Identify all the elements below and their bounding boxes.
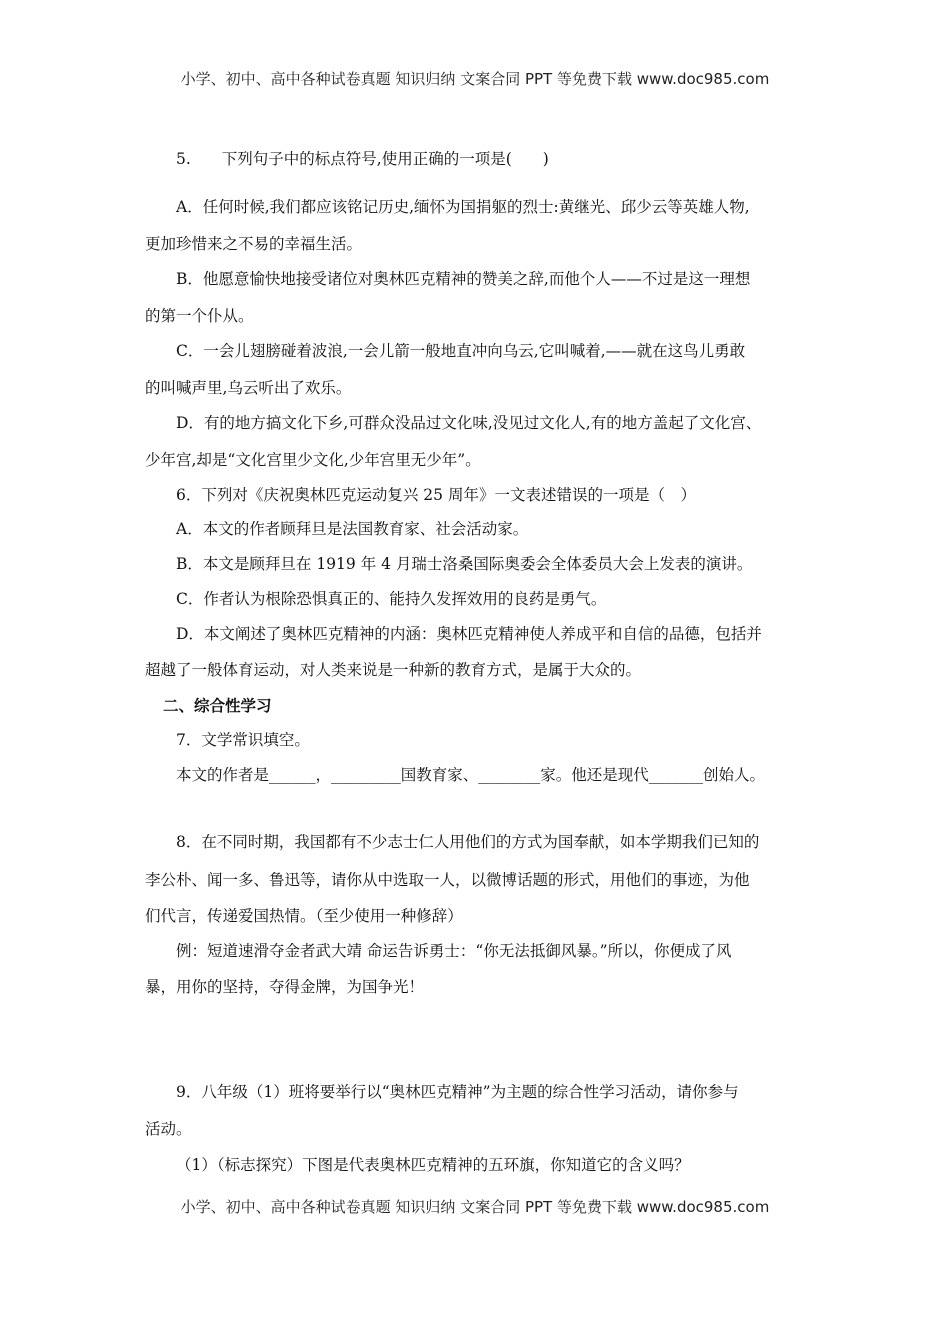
q9-line1: 9．八年级（1）班将要举行以“奥林匹克精神”为主题的综合性学习活动，请你参与 — [176, 1083, 739, 1101]
page-footer: 小学、初中、高中各种试卷真题 知识归纳 文案合同 PPT 等免费下载 www.doc985.com — [180, 1198, 770, 1216]
q8-line3: 们代言，传递爱国热情。（至少使用一种修辞） — [145, 907, 463, 925]
q6-option-b: B．本文是顾拜旦在 1919 年 4 月瑞士洛桑国际奥委会全体委员大会上发表的演讲。 — [176, 555, 753, 573]
q6-option-d-line2: 超越了一般体育运动，对人类来说是一种新的教育方式，是属于大众的。 — [145, 661, 642, 679]
q5-option-d-line1: D．有的地方搞文化下乡,可群众没品过文化味,没见过文化人,有的地方盖起了文化宫、 — [176, 414, 762, 432]
q5-option-b-line2: 的第一个仆从。 — [145, 307, 254, 325]
q5-stem: 5. 下列句子中的标点符号,使用正确的一项是( ) — [176, 150, 549, 168]
q6-option-a: A．本文的作者顾拜旦是法国教育家、社会活动家。 — [176, 520, 529, 538]
section-title: 二、综合性学习 — [163, 697, 272, 715]
q5-option-d-line2: 少年宫,却是“文化宫里少文化,少年宫里无少年”。 — [145, 451, 481, 469]
q7-fill-line: 本文的作者是______，_________国教育家、________家。他还是现代_______创始人。 — [176, 766, 766, 784]
q6-option-d-line1: D．本文阐述了奥林匹克精神的内涵：奥林匹克精神使人养成平和自信的品德，包括并 — [176, 625, 762, 643]
q6-option-c: C．作者认为根除恐惧真正的、能持久发挥效用的良药是勇气。 — [176, 590, 607, 608]
q7-stem: 7．文学常识填空。 — [176, 731, 310, 749]
q8-line1: 8．在不同时期，我国都有不少志士仁人用他们的方式为国奉献，如本学期我们已知的 — [176, 833, 760, 851]
q5-option-b-line1: B．他愿意愉快地接受诸位对奥林匹克精神的赞美之辞,而他个人——不过是这一理想 — [176, 270, 751, 288]
page-header: 小学、初中、高中各种试卷真题 知识归纳 文案合同 PPT 等免费下载 www.doc985.com — [180, 70, 770, 88]
q5-option-a-line2: 更加珍惜来之不易的幸福生活。 — [145, 235, 363, 253]
q8-example-line2: 暴，用你的坚持，夺得金牌，为国争光！ — [145, 978, 425, 996]
q8-line2: 李公朴、闻一多、鲁迅等，请你从中选取一人，以微博话题的形式，用他们的事迹，为他 — [145, 871, 750, 889]
q9-line2: 活动。 — [145, 1120, 192, 1138]
q9-sub1: （1）（标志探究）下图是代表奥林匹克精神的五环旗，你知道它的含义吗？ — [176, 1156, 690, 1174]
q5-option-c-line1: C．一会儿翅膀碰着波浪,一会儿箭一般地直冲向乌云,它叫喊着,——就在这鸟儿勇敢 — [176, 342, 746, 360]
q5-option-a-line1: A．任何时候,我们都应该铭记历史,缅怀为国捐躯的烈士:黄继光、邱少云等英雄人物, — [176, 198, 750, 216]
q6-stem: 6．下列对《庆祝奥林匹克运动复兴 25 周年》一文表述错误的一项是（ ） — [176, 486, 696, 504]
q5-option-c-line2: 的叫喊声里,乌云听出了欢乐。 — [145, 379, 352, 397]
q8-example-line1: 例：短道速滑夺金者武大靖 命运告诉勇士：“你无法抵御风暴。”所以，你便成了风 — [176, 942, 732, 960]
